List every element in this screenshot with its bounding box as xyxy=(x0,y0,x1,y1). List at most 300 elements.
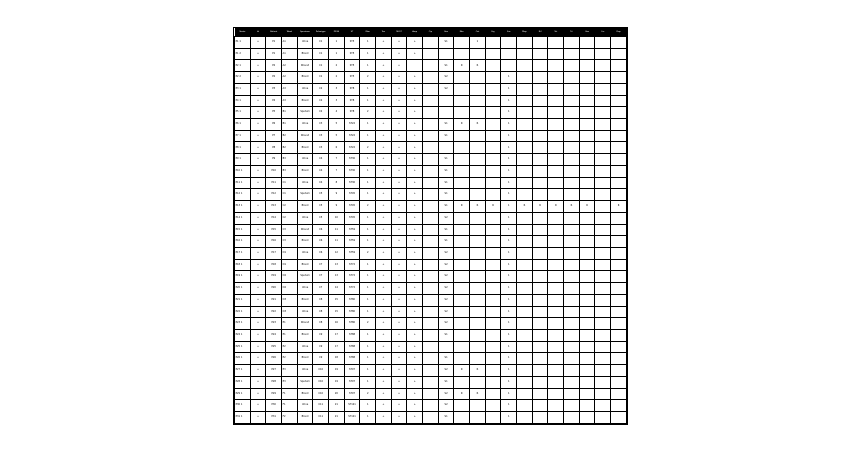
table-cell: S1 xyxy=(438,412,454,424)
table-cell xyxy=(470,376,486,388)
table-cell: C2 xyxy=(313,95,329,107)
table-cell xyxy=(470,353,486,365)
table-cell: C2 xyxy=(282,201,298,213)
table-cell: P25 1 xyxy=(235,341,251,353)
table-cell: Urine xyxy=(297,212,313,224)
table-cell xyxy=(548,177,564,189)
table-cell xyxy=(548,283,564,295)
table-cell xyxy=(470,48,486,60)
table-cell xyxy=(438,48,454,60)
table-cell: P22 1 xyxy=(235,306,251,318)
table-cell xyxy=(423,365,439,377)
table-cell: P8 1 xyxy=(235,142,251,154)
table-cell: E1 xyxy=(282,318,298,330)
table-cell: 15 xyxy=(329,306,345,318)
table-cell: 1 xyxy=(501,165,517,177)
column-header: Tet xyxy=(548,28,564,37)
table-cell xyxy=(517,400,533,412)
table-cell: + xyxy=(376,400,392,412)
table-cell: C11 xyxy=(313,412,329,424)
table-cell xyxy=(548,400,564,412)
table-cell: + xyxy=(250,271,266,283)
table-row xyxy=(235,388,627,400)
table-cell: D3 xyxy=(282,294,298,306)
table-cell: P17 1 xyxy=(235,247,251,259)
table-cell xyxy=(548,60,564,72)
table-cell: C6 xyxy=(313,247,329,259)
table-cell: + xyxy=(376,95,392,107)
table-cell: + xyxy=(376,224,392,236)
table-cell xyxy=(579,142,595,154)
table-cell xyxy=(517,318,533,330)
table-cell xyxy=(611,95,627,107)
table-cell: 1 xyxy=(360,259,376,271)
table-cell: + xyxy=(250,376,266,388)
table-cell xyxy=(595,294,611,306)
table-cell: S1 xyxy=(438,201,454,213)
table-cell xyxy=(485,259,501,271)
table-cell: ST5 xyxy=(344,48,360,60)
table-cell xyxy=(579,388,595,400)
table-cell xyxy=(532,95,548,107)
table-cell xyxy=(532,236,548,248)
table-row xyxy=(235,341,627,353)
table-cell xyxy=(532,119,548,131)
table-cell xyxy=(423,353,439,365)
table-cell xyxy=(470,72,486,84)
table-cell: 1 xyxy=(501,283,517,295)
table-cell: + xyxy=(250,119,266,131)
table-cell: Blood xyxy=(297,388,313,400)
table-cell: 1 xyxy=(501,130,517,142)
table-cell xyxy=(579,224,595,236)
table-cell xyxy=(423,119,439,131)
table-cell: P2 xyxy=(266,60,282,72)
table-row xyxy=(235,95,627,107)
table-cell xyxy=(548,83,564,95)
table-cell xyxy=(532,283,548,295)
table-cell xyxy=(485,60,501,72)
table-cell xyxy=(579,236,595,248)
table-cell: + xyxy=(391,165,407,177)
table-cell xyxy=(517,329,533,341)
table-cell: + xyxy=(250,329,266,341)
table-cell xyxy=(611,189,627,201)
table-cell: P23 1 xyxy=(235,318,251,330)
table-cell: + xyxy=(376,189,392,201)
table-cell xyxy=(454,154,470,166)
table-cell: + xyxy=(391,95,407,107)
table-cell xyxy=(517,37,533,49)
table-cell xyxy=(470,236,486,248)
table-cell: P18 1 xyxy=(235,259,251,271)
table-cell: + xyxy=(407,95,423,107)
table-cell xyxy=(454,271,470,283)
table-cell: P2 xyxy=(266,72,282,84)
table-cell xyxy=(485,177,501,189)
table-cell: + xyxy=(391,329,407,341)
table-cell xyxy=(579,365,595,377)
table-cell: + xyxy=(391,365,407,377)
table-cell: D2 xyxy=(282,271,298,283)
table-cell: + xyxy=(407,306,423,318)
table-cell xyxy=(485,306,501,318)
table-cell xyxy=(579,341,595,353)
table-row xyxy=(235,201,627,213)
table-cell: 1 xyxy=(501,107,517,119)
table-cell xyxy=(579,119,595,131)
column-header: Specimen xyxy=(297,28,313,37)
table-cell: + xyxy=(376,60,392,72)
table-cell: E3 xyxy=(282,365,298,377)
column-header: Rif xyxy=(532,28,548,37)
table-cell: + xyxy=(407,376,423,388)
table-cell: 1 xyxy=(501,142,517,154)
table-cell xyxy=(564,271,580,283)
table-cell: Sputum xyxy=(297,107,313,119)
table-cell: + xyxy=(391,318,407,330)
table-cell xyxy=(517,376,533,388)
table-cell xyxy=(611,353,627,365)
table-cell xyxy=(470,412,486,424)
table-cell xyxy=(517,130,533,142)
table-cell: + xyxy=(376,142,392,154)
table-cell: 1 xyxy=(360,224,376,236)
table-cell: + xyxy=(391,212,407,224)
table-cell: 13 xyxy=(329,271,345,283)
table-cell: 1 xyxy=(360,154,376,166)
table-cell: 2 xyxy=(360,107,376,119)
table-cell: + xyxy=(250,83,266,95)
table-cell xyxy=(611,271,627,283)
table-cell: 16 xyxy=(329,318,345,330)
table-cell xyxy=(517,236,533,248)
table-cell: P14 1 xyxy=(235,212,251,224)
table-cell: ST72 xyxy=(344,271,360,283)
table-cell xyxy=(564,400,580,412)
table-cell: 1 xyxy=(501,236,517,248)
table-cell xyxy=(470,247,486,259)
table-cell xyxy=(454,247,470,259)
table-cell: + xyxy=(376,83,392,95)
table-cell xyxy=(595,48,611,60)
table-cell: + xyxy=(407,341,423,353)
table-cell xyxy=(485,271,501,283)
table-cell xyxy=(548,142,564,154)
table-cell: R xyxy=(454,201,470,213)
table-cell: + xyxy=(376,271,392,283)
table-cell: Wound xyxy=(297,60,313,72)
table-cell: P11 xyxy=(266,177,282,189)
table-cell xyxy=(564,283,580,295)
table-cell: C4 xyxy=(313,177,329,189)
table-cell xyxy=(611,247,627,259)
table-cell xyxy=(423,388,439,400)
table-cell: E2 xyxy=(282,353,298,365)
table-cell: 1 xyxy=(360,376,376,388)
table-cell: 5 xyxy=(329,130,345,142)
table-cell xyxy=(595,119,611,131)
table-cell xyxy=(548,130,564,142)
table-cell: Blood xyxy=(297,95,313,107)
table-cell xyxy=(438,107,454,119)
table-cell xyxy=(611,329,627,341)
table-cell: S1 xyxy=(438,37,454,49)
table-cell xyxy=(423,95,439,107)
table-cell: + xyxy=(407,142,423,154)
table-row xyxy=(235,212,627,224)
table-cell xyxy=(517,224,533,236)
table-cell: 1 xyxy=(501,72,517,84)
table-cell xyxy=(532,177,548,189)
table-cell xyxy=(548,212,564,224)
table-cell xyxy=(485,329,501,341)
table-cell xyxy=(595,259,611,271)
table-cell xyxy=(611,224,627,236)
table-cell xyxy=(470,107,486,119)
table-cell xyxy=(532,341,548,353)
table-cell xyxy=(423,154,439,166)
table-cell: 1 xyxy=(360,83,376,95)
table-cell xyxy=(517,365,533,377)
table-cell xyxy=(611,48,627,60)
table-cell: ST88 xyxy=(344,341,360,353)
table-cell: C7 xyxy=(313,259,329,271)
table-cell: 1 xyxy=(360,341,376,353)
table-cell: 1 xyxy=(360,271,376,283)
table-cell xyxy=(579,48,595,60)
table-cell xyxy=(454,48,470,60)
table-cell xyxy=(485,365,501,377)
table-cell: 2 xyxy=(360,247,376,259)
table-cell xyxy=(423,247,439,259)
table-cell xyxy=(532,165,548,177)
table-cell: P13 1 xyxy=(235,201,251,213)
table-cell xyxy=(595,177,611,189)
table-cell xyxy=(579,294,595,306)
table-cell xyxy=(579,154,595,166)
table-cell: 2 xyxy=(329,60,345,72)
table-cell xyxy=(548,95,564,107)
table-cell xyxy=(532,142,548,154)
table-cell: 4 xyxy=(329,107,345,119)
table-cell: + xyxy=(376,376,392,388)
table-cell: S1 xyxy=(438,329,454,341)
table-cell xyxy=(517,48,533,60)
table-cell: B1 xyxy=(282,107,298,119)
table-cell: + xyxy=(250,400,266,412)
table-cell: C1 xyxy=(282,189,298,201)
table-cell: + xyxy=(391,224,407,236)
table-cell: + xyxy=(391,236,407,248)
table-cell: 1 xyxy=(360,306,376,318)
table-cell xyxy=(423,236,439,248)
table-cell: + xyxy=(376,107,392,119)
table-cell: P12 1 xyxy=(235,189,251,201)
table-cell xyxy=(564,37,580,49)
table-cell: P20 xyxy=(266,283,282,295)
table-cell: 7 xyxy=(329,154,345,166)
table-cell xyxy=(485,107,501,119)
table-cell xyxy=(423,37,439,49)
table-cell: + xyxy=(376,177,392,189)
table-cell xyxy=(611,259,627,271)
table-cell: C2 xyxy=(282,212,298,224)
table-row xyxy=(235,48,627,60)
table-cell: C8 xyxy=(313,306,329,318)
table-cell xyxy=(532,318,548,330)
table-cell xyxy=(423,130,439,142)
table-cell: + xyxy=(407,236,423,248)
table-cell: P15 xyxy=(266,224,282,236)
table-cell: D1 xyxy=(282,259,298,271)
table-cell xyxy=(470,306,486,318)
table-cell xyxy=(579,259,595,271)
table-cell: ST97 xyxy=(344,376,360,388)
table-cell xyxy=(548,72,564,84)
table-cell xyxy=(548,376,564,388)
table-cell: B3 xyxy=(282,165,298,177)
table-cell: P16 1 xyxy=(235,236,251,248)
table-cell: 1 xyxy=(360,48,376,60)
table-cell: Urine xyxy=(297,119,313,131)
table-cell: P1 1 xyxy=(235,37,251,49)
table-cell: + xyxy=(391,376,407,388)
table-cell xyxy=(595,142,611,154)
table-cell: P3 1 xyxy=(235,83,251,95)
table-cell: + xyxy=(407,48,423,60)
table-cell: + xyxy=(250,283,266,295)
table-cell xyxy=(564,130,580,142)
table-cell xyxy=(470,165,486,177)
table-cell: S1 xyxy=(438,353,454,365)
table-cell xyxy=(454,353,470,365)
table-cell xyxy=(517,294,533,306)
table-cell: + xyxy=(407,177,423,189)
table-cell: + xyxy=(250,388,266,400)
table-cell xyxy=(579,37,595,49)
table-cell xyxy=(595,236,611,248)
table-cell: + xyxy=(376,306,392,318)
table-cell: 9 xyxy=(329,189,345,201)
table-cell: 19 xyxy=(329,365,345,377)
table-cell: + xyxy=(250,294,266,306)
table-cell: + xyxy=(391,72,407,84)
table-cell xyxy=(454,142,470,154)
table-cell xyxy=(517,388,533,400)
table-cell: + xyxy=(407,283,423,295)
table-cell xyxy=(579,95,595,107)
table-cell xyxy=(485,318,501,330)
table-cell xyxy=(532,271,548,283)
table-cell xyxy=(611,165,627,177)
table-cell: Urine xyxy=(297,341,313,353)
column-header: Cat xyxy=(470,28,486,37)
table-cell xyxy=(532,400,548,412)
column-header: Ery xyxy=(485,28,501,37)
table-cell xyxy=(611,83,627,95)
table-cell: ST22 xyxy=(344,130,360,142)
table-cell: Wound xyxy=(297,224,313,236)
table-cell: + xyxy=(250,189,266,201)
table-cell: R xyxy=(548,201,564,213)
table-cell xyxy=(532,72,548,84)
column-header: Strain xyxy=(235,28,251,37)
table-cell xyxy=(548,353,564,365)
table-cell: P10 1 xyxy=(235,165,251,177)
table-cell: 1 xyxy=(360,37,376,49)
table-cell xyxy=(548,119,564,131)
table-cell: Sputum xyxy=(297,271,313,283)
table-cell: + xyxy=(407,294,423,306)
table-cell xyxy=(423,318,439,330)
table-cell xyxy=(485,37,501,49)
table-cell: P27 xyxy=(266,365,282,377)
table-cell xyxy=(485,236,501,248)
table-cell xyxy=(532,83,548,95)
table-cell: 1 xyxy=(329,37,345,49)
table-cell xyxy=(517,189,533,201)
table-cell: + xyxy=(391,177,407,189)
table-cell: S1 xyxy=(438,130,454,142)
table-cell: + xyxy=(376,412,392,424)
table-cell xyxy=(454,412,470,424)
table-cell xyxy=(454,306,470,318)
table-cell xyxy=(548,341,564,353)
table-cell xyxy=(423,412,439,424)
table-cell xyxy=(611,142,627,154)
table-cell: + xyxy=(407,165,423,177)
table-cell xyxy=(564,60,580,72)
table-cell: A2 xyxy=(282,60,298,72)
table-cell: R xyxy=(470,388,486,400)
table-cell: + xyxy=(391,107,407,119)
table-cell: 1 xyxy=(360,236,376,248)
table-cell: + xyxy=(407,212,423,224)
table-cell: P1 xyxy=(266,37,282,49)
table-cell: R xyxy=(485,201,501,213)
table-cell xyxy=(485,283,501,295)
table-cell xyxy=(548,306,564,318)
table-cell xyxy=(595,37,611,49)
table-cell: Blood xyxy=(297,142,313,154)
table-cell: 20 xyxy=(329,388,345,400)
table-cell xyxy=(517,412,533,424)
table-cell xyxy=(595,283,611,295)
table-cell: 1 xyxy=(501,306,517,318)
table-cell: + xyxy=(250,154,266,166)
table-cell: 1 xyxy=(501,318,517,330)
table-cell: S2 xyxy=(438,283,454,295)
table-cell xyxy=(579,189,595,201)
table-cell xyxy=(423,48,439,60)
table-cell xyxy=(532,154,548,166)
table-cell xyxy=(517,271,533,283)
table-cell: + xyxy=(391,341,407,353)
table-cell xyxy=(423,294,439,306)
table-cell: + xyxy=(407,259,423,271)
table-cell: + xyxy=(391,48,407,60)
table-cell: P2 1 xyxy=(235,60,251,72)
table-cell xyxy=(532,130,548,142)
table-cell xyxy=(595,72,611,84)
table-cell: + xyxy=(407,83,423,95)
table-cell: + xyxy=(407,154,423,166)
table-cell xyxy=(548,318,564,330)
table-cell: 1 xyxy=(360,130,376,142)
table-cell: C10 xyxy=(313,376,329,388)
table-row xyxy=(235,224,627,236)
